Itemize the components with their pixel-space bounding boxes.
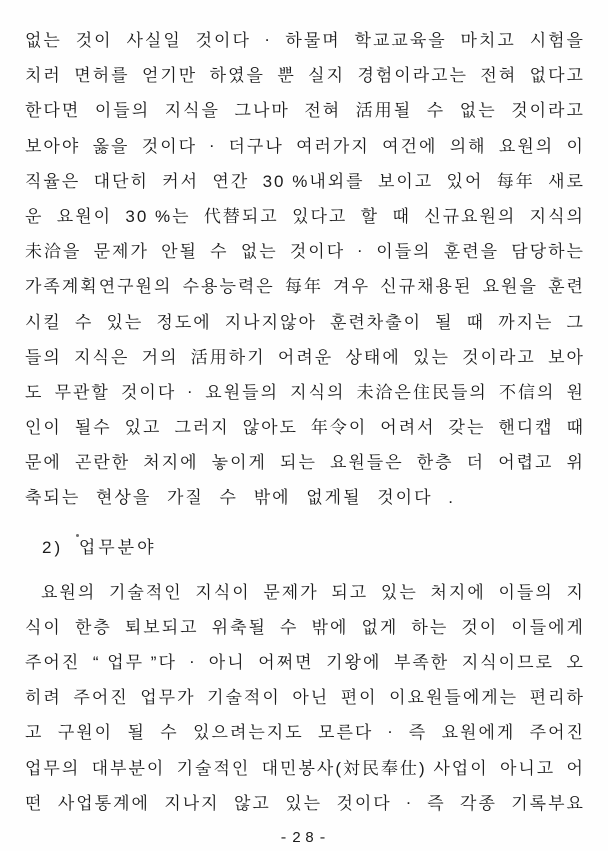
text-line: 치러 면허를 얻기만 하였을 뿐 실지 경험이라고는 전혀 없다고 bbox=[25, 66, 585, 86]
paragraph-1 bbox=[25, 26, 585, 519]
text-line: 한다면 이들의 지식을 그나마 전혀 活用될 수 없는 것이라고 bbox=[25, 101, 585, 121]
text-line: 고 구원이 될 수 있으려는지도 모른다 . 즉 요원에게 주어진 bbox=[25, 718, 585, 743]
text-line: 요원의 기술적인 지식이 문제가 되고 있는 처지에 이들의 지 bbox=[41, 582, 585, 602]
section-heading: 2) 업무분야 bbox=[42, 537, 157, 557]
paragraph-2 bbox=[25, 578, 585, 824]
page-number: -28- bbox=[278, 829, 331, 847]
text-line: 인이 될수 있고 그러지 않아도 年令이 어려서 갖는 핸디캡 때 bbox=[25, 418, 585, 438]
text-line: 문에 곤란한 처지에 놓이게 되는 요원들은 한층 더 어렵고 위 bbox=[25, 453, 585, 473]
text-line: 축되는 현상을 가질 수 밖에 없게될 것이다 . bbox=[25, 488, 455, 508]
text-line: 未洽을 문제가 안될 수 없는 것이다 . 이들의 훈련을 담당하는 bbox=[25, 237, 585, 262]
text-line: 업무의 대부분이 기술적인 대민봉사(対民奉仕) 사업이 아니고 어 bbox=[25, 758, 585, 778]
text-line: 식이 한층 퇴보되고 위축될 수 밖에 없게 하는 것이 이들에게 bbox=[25, 617, 585, 637]
text-line: 가족계획연구원의 수용능력은 每年 겨우 신규채용된 요원을 훈련 bbox=[25, 277, 585, 297]
text-line: 직율은 대단히 커서 연간 30 %내외를 보이고 있어 每年 새로 bbox=[25, 171, 585, 191]
text-line: 도 무관할 것이다 . 요원들의 지식의 未洽은住民들의 不信의 원 bbox=[25, 377, 585, 402]
text-line: 보아야 옳을 것이다 . 더구나 여러가지 여건에 의해 요원의 이 bbox=[25, 131, 585, 156]
text-line: 들의 지식은 거의 活用하기 어려운 상태에 있는 것이라고 보아 bbox=[25, 347, 585, 367]
text-line: 운 요원이 30 %는 代替되고 있다고 할 때 신규요원의 지식의 bbox=[25, 206, 585, 226]
text-line: 주어진 “ 업무 ”다 . 아니 어쩌면 기왕에 부족한 지식이므로 오 bbox=[25, 648, 585, 672]
text-line: 떤 사업통계에 지나지 않고 있는 것이다 . 즉 각종 기록부요 bbox=[25, 788, 585, 813]
text-line: 히려 주어진 업무가 기술적이 아닌 편이 이요원들에게는 편리하 bbox=[25, 688, 585, 708]
text-line: 시킬 수 있는 정도에 지나지않아 훈련차출이 될 때 까지는 그 bbox=[25, 312, 585, 332]
text-line: 없는 것이 사실일 것이다 . 하물며 학교교육을 마치고 시험을 bbox=[25, 26, 585, 50]
scan-speck bbox=[76, 534, 79, 537]
